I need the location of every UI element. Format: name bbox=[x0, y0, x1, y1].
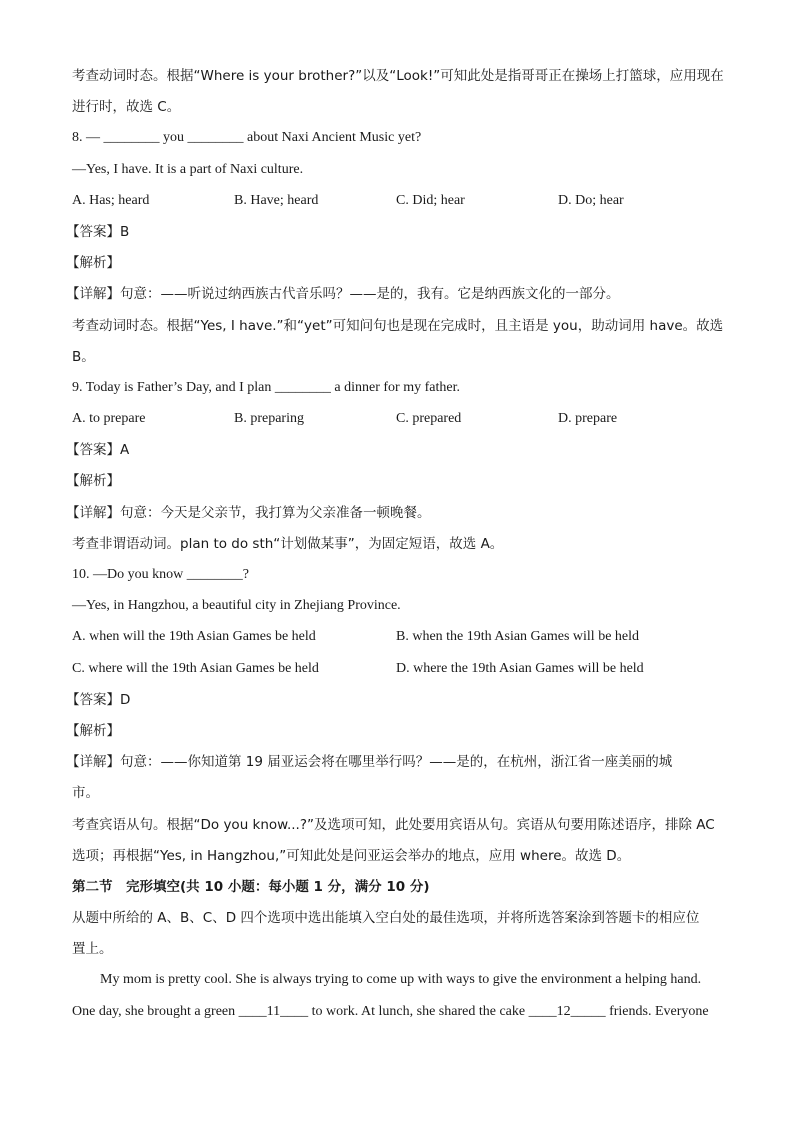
passage-text: friends. Everyone bbox=[605, 1003, 709, 1019]
question-8-stem: 8. — ________ you ________ about Naxi Ancient Music yet? bbox=[72, 130, 422, 146]
option-b: B. preparing bbox=[234, 411, 304, 427]
passage-text: to work. At lunch, she shared the cake bbox=[308, 1003, 529, 1019]
answer-label: 【答案】D bbox=[66, 691, 131, 708]
option-c: C. Did; hear bbox=[396, 192, 465, 208]
passage-line: My mom is pretty cool. She is always trying to come up with ways to give the environment a helping hand. bbox=[100, 972, 702, 988]
document-page bbox=[66, 63, 732, 1030]
explanation-line: 选项；再根据“Yes, in Hangzhou,”可知此处是问亚运会举办的地点，应用 where。故选 D。 bbox=[72, 847, 631, 864]
explanation-line: 考查非谓语动词。plan to do sth“计划做某事”，为固定短语，故选 A。 bbox=[72, 535, 504, 552]
option-b: B. Have; heard bbox=[234, 192, 319, 208]
explanation-line: 考查动词时态。根据“Where is your brother?”以及“Look!”可知此处是指哥哥正在操场上打篮球，应用现在 bbox=[72, 68, 724, 84]
question-10-options-row2 bbox=[72, 656, 732, 687]
answer-label: 【答案】A bbox=[66, 442, 130, 459]
question-9-options bbox=[72, 406, 732, 437]
option-d: D. Do; hear bbox=[558, 192, 624, 208]
question-8-options bbox=[72, 188, 732, 219]
question-10-reply: —Yes, in Hangzhou, a beautiful city in Zhejiang Province. bbox=[72, 598, 401, 614]
passage-line bbox=[72, 999, 732, 1030]
detail-line: 【详解】句意：今天是父亲节，我打算为父亲准备一顿晚餐。 bbox=[66, 504, 431, 521]
blank-11: ____11____ bbox=[238, 1003, 309, 1019]
option-a: A. to prepare bbox=[72, 411, 146, 427]
option-d: D. prepare bbox=[558, 411, 618, 427]
explanation-line: 考查动词时态。根据“Yes, I have.”和“yet”可知问句也是现在完成时，且主语是 you，助动词用 have。故选 bbox=[72, 317, 724, 334]
option-a: A. Has; heard bbox=[72, 192, 150, 208]
detail-line: 市。 bbox=[72, 785, 99, 802]
explanation-line: 考查宾语从句。根据“Do you know...?”及选项可知，此处要用宾语从句。宾语从句要用陈述语序，排除 AC bbox=[72, 816, 715, 833]
option-c: C. prepared bbox=[396, 411, 462, 427]
section-title: 第二节 完形填空(共 10 小题：每小题 1 分，满分 10 分) bbox=[72, 878, 430, 895]
passage-text: One day, she brought a green bbox=[72, 1003, 239, 1019]
detail-line: 【详解】句意：——听说过纳西族古代音乐吗？——是的，我有。它是纳西族文化的一部分。 bbox=[66, 286, 620, 303]
question-8-reply: —Yes, I have. It is a part of Naxi culture. bbox=[72, 161, 304, 177]
option-d: D. where the 19th Asian Games will be held bbox=[396, 660, 644, 676]
question-10-stem: 10. —Do you know ________? bbox=[72, 567, 249, 582]
detail-line: 【详解】句意：——你知道第 19 届亚运会将在哪里举行吗？——是的，在杭州，浙江省一座美丽的城 bbox=[66, 754, 673, 771]
option-c: C. where will the 19th Asian Games be held bbox=[72, 660, 319, 676]
analysis-label: 【解析】 bbox=[66, 722, 120, 739]
analysis-label: 【解析】 bbox=[66, 255, 120, 272]
blank-12: ____12_____ bbox=[528, 1003, 606, 1019]
option-b: B. when the 19th Asian Games will be held bbox=[396, 629, 640, 645]
question-10-options-row1 bbox=[72, 624, 732, 655]
instruction-line: 置上。 bbox=[72, 941, 113, 958]
explanation-line: 进行时，故选 C。 bbox=[72, 99, 181, 116]
analysis-label: 【解析】 bbox=[66, 473, 120, 490]
option-a: A. when will the 19th Asian Games be held bbox=[72, 629, 316, 645]
instruction-line: 从题中所给的 A、B、C、D 四个选项中选出能填入空白处的最佳选项，并将所选答案涂到答题卡的相应位 bbox=[72, 910, 700, 927]
question-9-stem: 9. Today is Father’s Day, and I plan ________ a dinner for my father. bbox=[72, 379, 460, 395]
answer-label: 【答案】B bbox=[66, 223, 130, 240]
explanation-line: B。 bbox=[72, 348, 95, 365]
